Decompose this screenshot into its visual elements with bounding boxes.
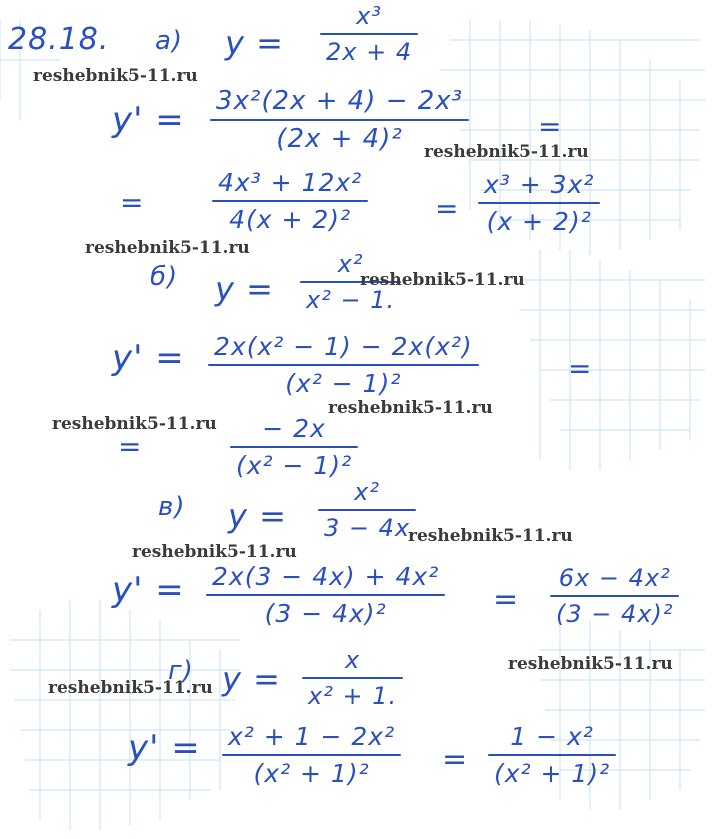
part-d-derivative-lhs: y' = — [128, 728, 201, 768]
part-a-result-denominator: (x + 2)² — [486, 207, 592, 236]
watermark: reshebnik5-11.ru — [85, 238, 250, 258]
part-a-result-numerator: x³ + 3x² — [484, 170, 595, 199]
part-d-derivative-denominator: (x² + 1)² — [253, 759, 370, 788]
part-b-derivative-lhs: y' = — [112, 338, 185, 378]
part-c-label: в) — [158, 492, 186, 522]
watermark: reshebnik5-11.ru — [508, 654, 673, 674]
part-c-derivative-fraction — [206, 562, 445, 628]
part-c-result-denominator: (3 − 4x)² — [556, 600, 674, 628]
part-d-result-denominator: (x² + 1)² — [494, 759, 611, 788]
part-a-simplified-numerator: 4x³ + 12x² — [218, 168, 363, 197]
watermark: reshebnik5-11.ru — [33, 66, 198, 86]
part-a-result-fraction — [478, 170, 600, 236]
part-d-function-numerator: x — [344, 646, 361, 674]
part-a-function-fraction — [320, 2, 418, 66]
part-a-equals-0: = — [120, 186, 145, 219]
part-c-derivative-denominator: (3 − 4x)² — [264, 599, 387, 628]
watermark: reshebnik5-11.ru — [328, 398, 493, 418]
part-c-equals-1: = — [493, 582, 520, 617]
part-a-simplified-denominator: 4(x + 2)² — [229, 205, 352, 234]
part-a-simplified-fraction — [212, 168, 368, 234]
part-b-equals-0: = — [118, 430, 143, 463]
part-d-function-denominator: x² + 1. — [308, 682, 398, 710]
part-c-result-numerator: 6x − 4x² — [558, 564, 671, 592]
part-b-label: б) — [150, 262, 179, 292]
part-d-label: г) — [168, 656, 194, 686]
part-d-derivative-numerator: x² + 1 − 2x² — [228, 722, 396, 751]
part-d-result-fraction — [488, 722, 616, 788]
part-d-derivative-fraction — [222, 722, 401, 788]
part-d-equals-1: = — [442, 742, 469, 777]
part-a-label: а) — [155, 26, 184, 56]
part-c-function-denominator: 3 − 4x — [324, 514, 411, 542]
part-c-result-fraction — [550, 564, 679, 628]
part-a-derivative-lhs: y' = — [112, 100, 185, 140]
part-c-derivative-numerator: 2x(3 − 4x) + 4x² — [212, 562, 440, 591]
part-a-function-lhs: y = — [225, 24, 284, 62]
part-a-derivative-numerator: 3x²(2x + 4) − 2x³ — [216, 86, 464, 116]
part-b-equals-1: = — [568, 352, 593, 385]
part-a-function-numerator: x³ — [356, 2, 382, 30]
part-a-derivative-denominator: (2x + 4)² — [276, 124, 403, 154]
part-b-derivative-fraction — [208, 332, 479, 398]
part-b-derivative-numerator: 2x(x² − 1) − 2x(x²) — [214, 332, 473, 361]
part-b-function-denominator: x² − 1. — [306, 286, 396, 314]
watermark: reshebnik5-11.ru — [360, 270, 525, 290]
part-b-result-numerator: − 2x — [262, 414, 326, 443]
watermark: reshebnik5-11.ru — [132, 542, 297, 562]
part-b-result-fraction — [230, 414, 358, 480]
watermark: reshebnik5-11.ru — [408, 526, 573, 546]
part-c-function-numerator: x² — [354, 478, 380, 506]
part-b-derivative-denominator: (x² − 1)² — [285, 369, 402, 398]
part-b-function-lhs: y = — [215, 270, 274, 308]
part-d-result-numerator: 1 − x² — [510, 722, 594, 751]
part-d-function-lhs: y = — [222, 660, 281, 698]
part-c-function-lhs: y = — [228, 497, 287, 535]
part-b-result-denominator: (x² − 1)² — [236, 451, 353, 480]
part-a-equals-2: = — [435, 192, 460, 225]
problem-number: 28.18. — [8, 22, 110, 57]
part-b-function-numerator: x² — [337, 250, 364, 278]
watermark: reshebnik5-11.ru — [52, 414, 217, 434]
watermark: reshebnik5-11.ru — [48, 678, 213, 698]
part-c-function-fraction — [318, 478, 416, 542]
watermark: reshebnik5-11.ru — [424, 142, 589, 162]
part-c-derivative-lhs: y' = — [112, 570, 185, 610]
part-a-equals-1: = — [538, 110, 563, 143]
part-a-function-denominator: 2x + 4 — [326, 38, 413, 66]
part-d-function-fraction — [302, 646, 403, 710]
